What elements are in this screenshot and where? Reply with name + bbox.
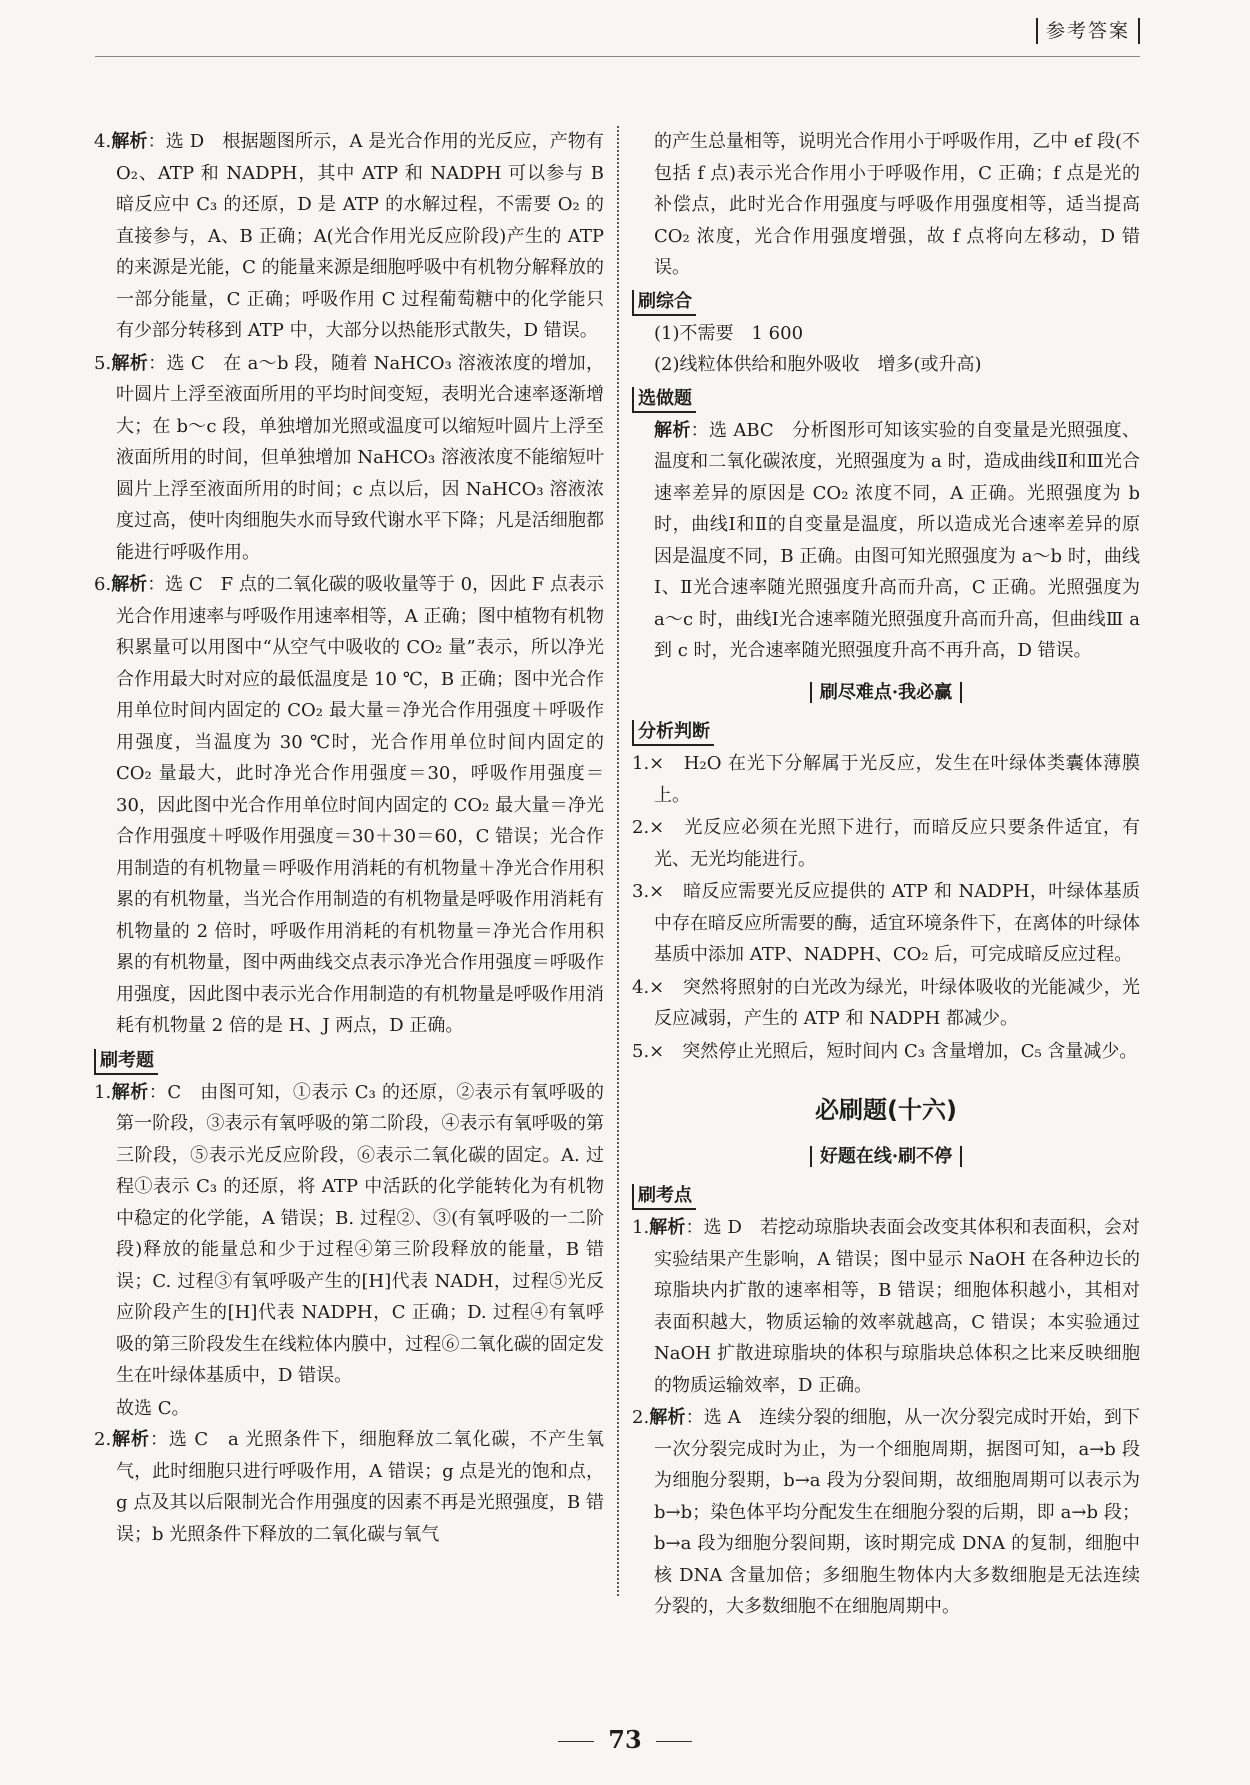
section-xuanzuo: 选做题 (632, 387, 696, 413)
dash-right (656, 1741, 692, 1742)
banner-jinnandian (632, 677, 1140, 709)
fenxi-2 (632, 812, 1140, 875)
fenxi-5 (632, 1036, 1140, 1068)
right-column (632, 126, 1140, 1624)
chapter-title: 必刷题(十六) (815, 1096, 957, 1124)
judge-text: H₂O 在光下分解属于光反应，发生在叶绿体类囊体薄膜上。 (654, 753, 1140, 806)
page-number-text: 73 (608, 1725, 642, 1754)
answer-label: 解析 (111, 131, 148, 152)
kaoti-1 (94, 1077, 604, 1392)
kaodian-1 (632, 1212, 1140, 1401)
answer-number: 2. (632, 1407, 650, 1428)
fenxi-3 (632, 876, 1140, 971)
answer-label: 解析 (649, 1217, 686, 1238)
answer-text: ：选 ABC 分析图形可知该实验的自变量是光照强度、温度和二氧化碳浓度，光照强度为 a 时，造成曲线Ⅱ和Ⅲ光合速率差异的原因是 CO₂ 浓度不同，A 正确。光照强度为 b 时，曲线Ⅰ和Ⅱ的自变量是温度，所以造成光合速率差异的原因是温度不同，B 正确。由图可知光照强度为 a～b 时，曲线Ⅰ、Ⅱ光合速率随光照强度升高而升高，C 正确。光照强度为 a～c 时，曲线Ⅰ光合速率随光照强度升高而升高，但曲线Ⅲ a 到 c 时，光合速率随光照强度升高不再升高，D 错误。 (654, 419, 1140, 661)
answer-4 (94, 126, 604, 347)
judge-text: 光反应必须在光照下进行，而暗反应只要条件适宜，有光、无光均能进行。 (654, 817, 1140, 870)
zonghe-2: (2)线粒体供给和胞外吸收 增多(或升高) (654, 354, 982, 375)
answer-text: ：选 C 在 a～b 段，随着 NaHCO₃ 溶液浓度的增加，叶圆片上浮至液面所用的平均时间变短，表明光合速率逐渐增大；在 b～c 段，单独增加光照或温度可以缩短叶圆片上浮至液面所用的时间，但单独增加 NaHCO₃ 溶液浓度不能缩短叶圆片上浮至液面所用的时间；c 点以后，因 NaHCO₃ 溶液浓度过高，使叶肉细胞失水而导致代谢水平下降；凡是活细胞都能进行呼吸作用。 (116, 352, 604, 563)
answer-number: 2. (94, 1429, 112, 1450)
kaoti-2-continued: 的产生总量相等，说明光合作用小于呼吸作用，乙中 ef 段(不包括 f 点)表示光合作用小于呼吸作用，C 正确；f 点是光的补偿点，此时光合作用强度与呼吸作用强度相等，适当提高 CO₂ 浓度，光合作用强度增强，故 f 点将向左移动，D 错误。 (654, 131, 1140, 278)
answer-6 (94, 569, 604, 1042)
judge-text: 暗反应需要光反应提供的 ATP 和 NADPH，叶绿体基质中存在暗反应所需要的酶，适宜环境条件下，在离体的叶绿体基质中添加 ATP、NADPH、CO₂ 后，可完成暗反应过程。 (654, 881, 1140, 965)
answer-text: ：选 D 根据题图所示，A 是光合作用的光反应，产物有 O₂、ATP 和 NADPH，其中 ATP 和 NADPH 可以参与 B 暗反应中 C₃ 的还原，D 是 ATP 的水解过程，不需要 O₂ 的直接参与，A、B 正确；A(光合作用光反应阶段)产生的 ATP 的来源是光能，C 的能量来源是细胞呼吸中有机物分解释放的一部分能量，C 正确；呼吸作用 C 过程葡萄糖中的化学能只有少部分转移到 ATP 中，大部分以热能形式散失，D 错误。 (116, 131, 604, 341)
judge-number: 4.× (632, 976, 665, 998)
answer-text: ：C 由图可知，①表示 C₃ 的还原，②表示有氧呼吸的第一阶段，③表示有氧呼吸的第二阶段，④表示有氧呼吸的第三阶段，⑤表示光反应阶段，⑥表示二氧化碳的固定。A. 过程①表示 C₃ 的还原，将 ATP 中活跃的化学能转化为有机物中稳定的化学能，A 错误；B. 过程②、③(有氧呼吸的一二阶段)释放的能量总和少于过程④第三阶段释放的能量，B 错误；C. 过程③有氧呼吸产生的[H]代表 NADH，过程⑤光反应阶段产生的[H]代表 NADPH，C 正确；D. 过程④有氧呼吸的第三阶段发生在线粒体内膜中，过程⑥二氧化碳的固定发生在叶绿体基质中，D 错误。 (116, 1081, 605, 1386)
dash-left (558, 1741, 594, 1742)
answer-number: 6. (94, 574, 112, 595)
answer-text: ：选 D 若挖动琼脂块表面会改变其体积和表面积，会对实验结果产生影响，A 错误；图中显示 NaOH 在各种边长的琼脂块内扩散的速率相等，B 错误；细胞体积越小，其相对表面积越大，物质运输的效率就越高，C 错误；本实验通过 NaOH 扩散进琼脂块的体积与琼脂块总体积之比来反映细胞的物质运输效率，D 正确。 (654, 1217, 1141, 1396)
header-rule (95, 56, 1140, 57)
left-column (94, 126, 604, 1551)
answer-number: 1. (94, 1081, 112, 1103)
answer-label: 解析 (111, 574, 148, 595)
judge-text: 突然将照射的白光改为绿光，叶绿体吸收的光能减少，光反应减弱，产生的 ATP 和 NADPH 都减少。 (654, 976, 1140, 1029)
answer-label: 解析 (111, 352, 149, 374)
kaodian-2 (632, 1402, 1140, 1623)
kaoti-2 (94, 1424, 604, 1550)
answer-label: 解析 (111, 1081, 149, 1103)
kaoti-1-extra: 故选 C。 (116, 1397, 190, 1419)
judge-text: 突然停止光照后，短时间内 C₃ 含量增加，C₅ 含量减少。 (664, 1040, 1138, 1062)
section-kaoti: 刷考题 (94, 1049, 158, 1075)
answer-number: 4. (94, 131, 112, 152)
answer-text: ：选 C a 光照条件下，细胞释放二氧化碳，不产生氧气，此时细胞只进行呼吸作用，A 错误；g 点是光的饱和点，g 点及其以后限制光合作用强度的因素不再是光照强度，B 错误；b 光照条件下释放的二氧化碳与氧气 (116, 1429, 604, 1545)
judge-number: 2.× (632, 817, 665, 838)
banner-text: 好题在线·刷不停 (810, 1146, 962, 1167)
xuanzuo-answer (632, 415, 1140, 667)
answer-5 (94, 348, 604, 569)
banner-text: 刷尽难点·我必赢 (810, 682, 962, 703)
judge-number: 5.× (632, 1040, 665, 1062)
banner-haoti (632, 1141, 1140, 1173)
answer-text: ：选 C F 点的二氧化碳的吸收量等于 0，因此 F 点表示光合作用速率与呼吸作用速率相等，A 正确；图中植物有机物积累量可以用图中“从空气中吸收的 CO₂ 量”表示，所以净光合作用最大时对应的最低温度是 10 ℃，B 正确；图中光合作用单位时间内固定的 CO₂ 最大量＝净光合作用强度＋呼吸作用强度，当温度为 30 ℃时，光合作用单位时间内固定的 CO₂ 量最大，此时净光合作用强度＝30，呼吸作用强度＝30，因此图中光合作用单位时间内固定的 CO₂ 最大量＝净光合作用强度＋呼吸作用强度＝30＋30＝60，C 错误；光合作用制造的有机物量＝呼吸作用消耗的有机物量＋净光合作用积累的有机物量，当光合作用制造的有机物量是呼吸作用消耗有机物量的 2 倍时，呼吸作用消耗的有机物量＝净光合作用积累的有机物量，图中两曲线交点表示净光合作用强度＝呼吸作用强度，因此图中表示光合作用制造的有机物量是呼吸作用消耗有机物量 2 倍的是 H、J 两点，D 正确。 (116, 574, 604, 1036)
answer-label: 解析 (111, 1429, 150, 1450)
fenxi-4 (632, 972, 1140, 1035)
answer-label: 解析 (649, 1407, 686, 1428)
judge-number: 1.× (632, 753, 665, 774)
answer-number: 5. (94, 352, 112, 374)
header-title: 参考答案 (1036, 18, 1140, 44)
section-zonghe: 刷综合 (632, 290, 696, 316)
section-fenxi: 分析判断 (632, 720, 714, 746)
answer-text: ：选 A 连续分裂的细胞，从一次分裂完成时开始，到下一次分裂完成时为止，为一个细胞周期，据图可知，a→b 段为细胞分裂期，b→a 段为分裂间期，故细胞周期可以表示为 b→b；染色体平均分配发生在细胞分裂的后期，即 a→b 段；b→a 段为细胞分裂间期，该时期完成 DNA 的复制，细胞中核 DNA 含量加倍；多细胞生物体内大多数细胞是无法连续分裂的，大多数细胞不在细胞周期中。 (654, 1407, 1141, 1617)
page-number (0, 1725, 1250, 1754)
answer-label: 解析 (654, 419, 691, 441)
fenxi-1 (632, 748, 1140, 811)
zonghe-1: (1)不需要 1 600 (654, 322, 804, 344)
column-divider (617, 126, 619, 1596)
judge-number: 3.× (632, 881, 665, 902)
answer-number: 1. (632, 1217, 650, 1238)
section-kaodian: 刷考点 (632, 1184, 696, 1210)
